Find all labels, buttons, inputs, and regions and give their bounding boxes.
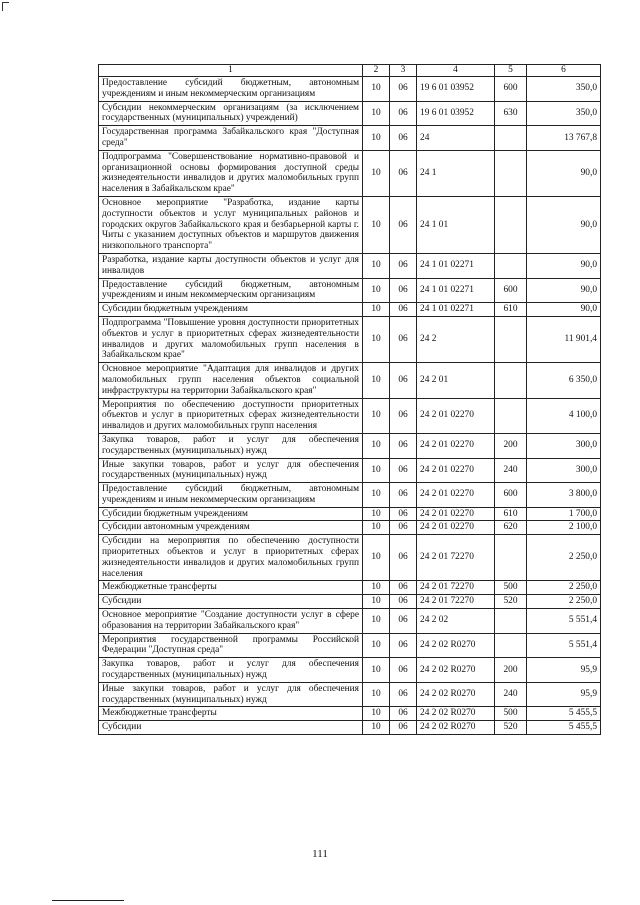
row-subsection-cell: 06 bbox=[390, 682, 417, 707]
row-name-cell: Закупка товаров, работ и услуг для обеспечения государственных (муниципальных) нужд bbox=[99, 658, 363, 683]
row-section-cell: 10 bbox=[363, 595, 390, 609]
row-name-cell: Межбюджетные трансферты bbox=[99, 707, 363, 721]
row-amount-cell: 90,0 bbox=[527, 150, 601, 196]
header-col-5: 5 bbox=[495, 65, 527, 77]
row-section-cell: 10 bbox=[363, 658, 390, 683]
table-row bbox=[99, 316, 601, 362]
row-section-cell: 10 bbox=[363, 398, 390, 433]
row-name-cell: Мероприятия государственной программы Российской Федерации "Доступная среда" bbox=[99, 633, 363, 658]
row-amount-cell: 350,0 bbox=[527, 101, 601, 126]
row-name-cell: Субсидии bbox=[99, 721, 363, 735]
table-row bbox=[99, 658, 601, 683]
page-number: 111 bbox=[312, 848, 328, 860]
table-row bbox=[99, 253, 601, 278]
row-expense-type-cell: 600 bbox=[495, 483, 527, 508]
row-section-cell: 10 bbox=[363, 682, 390, 707]
header-row bbox=[99, 65, 601, 77]
table-row bbox=[99, 595, 601, 609]
row-amount-cell: 95,9 bbox=[527, 682, 601, 707]
row-section-cell: 10 bbox=[363, 316, 390, 362]
row-expense-type-cell: 200 bbox=[495, 433, 527, 458]
row-section-cell: 10 bbox=[363, 196, 390, 253]
row-expense-type-cell bbox=[495, 316, 527, 362]
row-subsection-cell: 06 bbox=[390, 521, 417, 535]
row-subsection-cell: 06 bbox=[390, 77, 417, 102]
row-section-cell: 10 bbox=[363, 433, 390, 458]
row-subsection-cell: 06 bbox=[390, 595, 417, 609]
table-row bbox=[99, 721, 601, 735]
row-expense-type-cell: 620 bbox=[495, 521, 527, 535]
table-row bbox=[99, 507, 601, 521]
row-name-cell: Субсидии bbox=[99, 595, 363, 609]
row-name-cell: Субсидии некоммерческим организациям (за исключением государственных (муниципальных) учреждений) bbox=[99, 101, 363, 126]
row-subsection-cell: 06 bbox=[390, 363, 417, 398]
row-name-cell: Предоставление субсидий бюджетным, автономным учреждениям и иным некоммерческим организациям bbox=[99, 278, 363, 303]
row-name-cell: Разработка, издание карты доступности объектов и услуг для инвалидов bbox=[99, 253, 363, 278]
row-target-code-cell: 24 2 01 02270 bbox=[417, 458, 495, 483]
row-name-cell: Государственная программа Забайкальского края "Доступная среда" bbox=[99, 126, 363, 151]
row-name-cell: Мероприятия по обеспечению доступности приоритетных объектов и услуг в приоритетных сферах жизнедеятельности инвалидов и других маломобильных групп населения bbox=[99, 398, 363, 433]
row-expense-type-cell: 240 bbox=[495, 458, 527, 483]
row-section-cell: 10 bbox=[363, 150, 390, 196]
row-amount-cell: 90,0 bbox=[527, 303, 601, 317]
header-col-4: 4 bbox=[417, 65, 495, 77]
row-name-cell: Субсидии бюджетным учреждениям bbox=[99, 303, 363, 317]
row-expense-type-cell bbox=[495, 126, 527, 151]
row-name-cell: Подпрограмма "Совершенствование нормативно-правовой и организационной основы формирования доступной среды жизнедеятельности инвалидов и других маломобильных групп населения в Забайкальском крае" bbox=[99, 150, 363, 196]
table-row bbox=[99, 535, 601, 581]
table-row bbox=[99, 150, 601, 196]
row-subsection-cell: 06 bbox=[390, 535, 417, 581]
row-amount-cell: 1 700,0 bbox=[527, 507, 601, 521]
row-name-cell: Предоставление субсидий бюджетным, автономным учреждениям и иным некоммерческим организациям bbox=[99, 483, 363, 508]
row-target-code-cell: 24 2 02 R0270 bbox=[417, 721, 495, 735]
footer-rule bbox=[52, 900, 124, 901]
row-amount-cell: 11 901,4 bbox=[527, 316, 601, 362]
row-target-code-cell: 24 2 01 bbox=[417, 363, 495, 398]
row-name-cell: Основное мероприятие "Разработка, издание карты доступности объектов и услуг муниципальных районов и городских округов Забайкальского края и безбарьерной карты г. Читы с указанием доступных объектов и маршрутов движения низкопольного транспорта" bbox=[99, 196, 363, 253]
row-name-cell: Иные закупки товаров, работ и услуг для обеспечения государственных (муниципальных) нужд bbox=[99, 458, 363, 483]
row-amount-cell: 3 800,0 bbox=[527, 483, 601, 508]
row-amount-cell: 300,0 bbox=[527, 433, 601, 458]
table-row bbox=[99, 682, 601, 707]
row-amount-cell: 300,0 bbox=[527, 458, 601, 483]
row-expense-type-cell: 520 bbox=[495, 721, 527, 735]
row-section-cell: 10 bbox=[363, 363, 390, 398]
table-row bbox=[99, 707, 601, 721]
header-col-1: 1 bbox=[99, 65, 363, 77]
row-name-cell: Основное мероприятие "Создание доступности услуг в сфере образования на территории Забайкальского края" bbox=[99, 609, 363, 634]
row-amount-cell: 95,9 bbox=[527, 658, 601, 683]
row-section-cell: 10 bbox=[363, 507, 390, 521]
row-subsection-cell: 06 bbox=[390, 658, 417, 683]
row-target-code-cell: 24 2 01 02270 bbox=[417, 521, 495, 535]
table-row bbox=[99, 77, 601, 102]
row-name-cell: Подпрограмма "Повышение уровня доступности приоритетных объектов и услуг в приоритетных сферах жизнедеятельности инвалидов и других маломобильных групп населения в Забайкальском крае" bbox=[99, 316, 363, 362]
row-section-cell: 10 bbox=[363, 77, 390, 102]
header-col-6: 6 bbox=[527, 65, 601, 77]
row-expense-type-cell bbox=[495, 633, 527, 658]
row-section-cell: 10 bbox=[363, 101, 390, 126]
row-target-code-cell: 24 2 01 02270 bbox=[417, 398, 495, 433]
row-target-code-cell: 24 2 01 72270 bbox=[417, 581, 495, 595]
row-subsection-cell: 06 bbox=[390, 196, 417, 253]
table-row bbox=[99, 196, 601, 253]
row-target-code-cell: 24 bbox=[417, 126, 495, 151]
row-amount-cell: 5 551,4 bbox=[527, 609, 601, 634]
table-row bbox=[99, 609, 601, 634]
row-section-cell: 10 bbox=[363, 458, 390, 483]
row-section-cell: 10 bbox=[363, 707, 390, 721]
row-name-cell: Субсидии на мероприятия по обеспечению доступности приоритетных объектов и услуг в приоритетных сферах жизнедеятельности инвалидов и других маломобильных групп населения bbox=[99, 535, 363, 581]
budget-table bbox=[98, 64, 601, 735]
row-subsection-cell: 06 bbox=[390, 398, 417, 433]
row-name-cell: Предоставление субсидий бюджетным, автономным учреждениям и иным некоммерческим организациям bbox=[99, 77, 363, 102]
row-section-cell: 10 bbox=[363, 535, 390, 581]
row-target-code-cell: 24 2 02 R0270 bbox=[417, 707, 495, 721]
table-row bbox=[99, 483, 601, 508]
table-row bbox=[99, 303, 601, 317]
row-amount-cell: 2 250,0 bbox=[527, 535, 601, 581]
row-expense-type-cell: 200 bbox=[495, 658, 527, 683]
row-target-code-cell: 19 6 01 03952 bbox=[417, 77, 495, 102]
row-target-code-cell: 24 1 01 bbox=[417, 196, 495, 253]
row-section-cell: 10 bbox=[363, 581, 390, 595]
row-target-code-cell: 24 1 01 02271 bbox=[417, 278, 495, 303]
row-name-cell: Субсидии бюджетным учреждениям bbox=[99, 507, 363, 521]
row-expense-type-cell bbox=[495, 398, 527, 433]
row-expense-type-cell: 500 bbox=[495, 581, 527, 595]
table-row bbox=[99, 363, 601, 398]
row-target-code-cell: 24 1 01 02271 bbox=[417, 253, 495, 278]
row-target-code-cell: 19 6 01 03952 bbox=[417, 101, 495, 126]
row-target-code-cell: 24 2 bbox=[417, 316, 495, 362]
row-subsection-cell: 06 bbox=[390, 316, 417, 362]
row-expense-type-cell: 600 bbox=[495, 278, 527, 303]
row-expense-type-cell: 600 bbox=[495, 77, 527, 102]
row-target-code-cell: 24 2 02 R0270 bbox=[417, 633, 495, 658]
row-expense-type-cell: 610 bbox=[495, 303, 527, 317]
row-amount-cell: 13 767,8 bbox=[527, 126, 601, 151]
row-section-cell: 10 bbox=[363, 253, 390, 278]
row-subsection-cell: 06 bbox=[390, 609, 417, 634]
row-amount-cell: 2 100,0 bbox=[527, 521, 601, 535]
row-amount-cell: 90,0 bbox=[527, 253, 601, 278]
row-amount-cell: 90,0 bbox=[527, 196, 601, 253]
row-target-code-cell: 24 2 01 02270 bbox=[417, 483, 495, 508]
row-expense-type-cell bbox=[495, 196, 527, 253]
row-expense-type-cell: 610 bbox=[495, 507, 527, 521]
row-subsection-cell: 06 bbox=[390, 433, 417, 458]
row-target-code-cell: 24 2 02 R0270 bbox=[417, 682, 495, 707]
row-subsection-cell: 06 bbox=[390, 150, 417, 196]
row-amount-cell: 2 250,0 bbox=[527, 581, 601, 595]
row-section-cell: 10 bbox=[363, 126, 390, 151]
row-amount-cell: 90,0 bbox=[527, 278, 601, 303]
row-target-code-cell: 24 2 02 R0270 bbox=[417, 658, 495, 683]
row-expense-type-cell: 520 bbox=[495, 595, 527, 609]
row-section-cell: 10 bbox=[363, 483, 390, 508]
row-amount-cell: 5 455,5 bbox=[527, 707, 601, 721]
row-subsection-cell: 06 bbox=[390, 581, 417, 595]
row-amount-cell: 6 350,0 bbox=[527, 363, 601, 398]
row-expense-type-cell bbox=[495, 363, 527, 398]
row-section-cell: 10 bbox=[363, 303, 390, 317]
table-row bbox=[99, 458, 601, 483]
row-subsection-cell: 06 bbox=[390, 253, 417, 278]
table-row bbox=[99, 521, 601, 535]
row-target-code-cell: 24 2 01 72270 bbox=[417, 595, 495, 609]
table-row bbox=[99, 633, 601, 658]
row-amount-cell: 5 551,4 bbox=[527, 633, 601, 658]
table-row bbox=[99, 101, 601, 126]
row-target-code-cell: 24 2 01 72270 bbox=[417, 535, 495, 581]
row-amount-cell: 2 250,0 bbox=[527, 595, 601, 609]
row-subsection-cell: 06 bbox=[390, 278, 417, 303]
row-target-code-cell: 24 1 bbox=[417, 150, 495, 196]
header-col-2: 2 bbox=[363, 65, 390, 77]
row-target-code-cell: 24 1 01 02271 bbox=[417, 303, 495, 317]
row-subsection-cell: 06 bbox=[390, 303, 417, 317]
row-expense-type-cell bbox=[495, 609, 527, 634]
row-subsection-cell: 06 bbox=[390, 483, 417, 508]
row-section-cell: 10 bbox=[363, 278, 390, 303]
row-subsection-cell: 06 bbox=[390, 707, 417, 721]
row-name-cell: Основное мероприятие "Адаптация для инвалидов и других маломобильных групп населения объектов социальной инфраструктуры на территории Забайкальского края" bbox=[99, 363, 363, 398]
row-subsection-cell: 06 bbox=[390, 126, 417, 151]
row-expense-type-cell bbox=[495, 253, 527, 278]
row-name-cell: Межбюджетные трансферты bbox=[99, 581, 363, 595]
row-expense-type-cell bbox=[495, 535, 527, 581]
table-body bbox=[99, 77, 601, 735]
row-name-cell: Закупка товаров, работ и услуг для обеспечения государственных (муниципальных) нужд bbox=[99, 433, 363, 458]
row-expense-type-cell bbox=[495, 150, 527, 196]
row-subsection-cell: 06 bbox=[390, 507, 417, 521]
row-amount-cell: 350,0 bbox=[527, 77, 601, 102]
row-amount-cell: 4 100,0 bbox=[527, 398, 601, 433]
row-target-code-cell: 24 2 02 bbox=[417, 609, 495, 634]
row-expense-type-cell: 240 bbox=[495, 682, 527, 707]
row-expense-type-cell: 500 bbox=[495, 707, 527, 721]
table-row bbox=[99, 126, 601, 151]
row-subsection-cell: 06 bbox=[390, 721, 417, 735]
row-section-cell: 10 bbox=[363, 609, 390, 634]
header-col-3: 3 bbox=[390, 65, 417, 77]
table-row bbox=[99, 278, 601, 303]
row-subsection-cell: 06 bbox=[390, 458, 417, 483]
table-row bbox=[99, 398, 601, 433]
budget-sheet bbox=[98, 64, 600, 735]
row-expense-type-cell: 630 bbox=[495, 101, 527, 126]
row-target-code-cell: 24 2 01 02270 bbox=[417, 433, 495, 458]
row-section-cell: 10 bbox=[363, 721, 390, 735]
row-name-cell: Субсидии автономным учреждениям bbox=[99, 521, 363, 535]
row-subsection-cell: 06 bbox=[390, 101, 417, 126]
row-target-code-cell: 24 2 01 02270 bbox=[417, 507, 495, 521]
table-row bbox=[99, 433, 601, 458]
row-name-cell: Иные закупки товаров, работ и услуг для обеспечения государственных (муниципальных) нужд bbox=[99, 682, 363, 707]
table-row bbox=[99, 581, 601, 595]
row-amount-cell: 5 455,5 bbox=[527, 721, 601, 735]
row-subsection-cell: 06 bbox=[390, 633, 417, 658]
row-section-cell: 10 bbox=[363, 633, 390, 658]
corner-mark bbox=[2, 2, 9, 11]
row-section-cell: 10 bbox=[363, 521, 390, 535]
